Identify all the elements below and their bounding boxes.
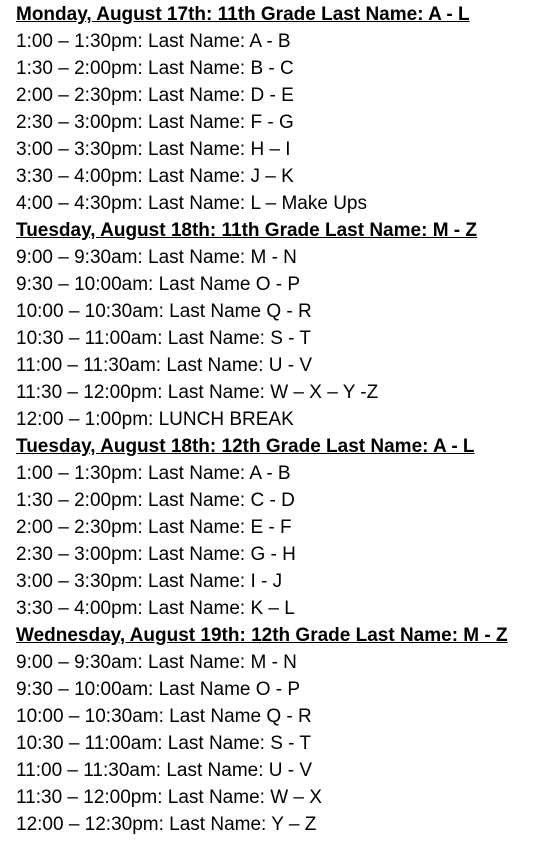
section-heading: Monday, August 17th: 11th Grade Last Name: A - L bbox=[16, 4, 470, 25]
schedule-row: 12:00 – 12:30pm: Last Name: Y – Z bbox=[16, 814, 317, 835]
schedule-row: 10:00 – 10:30am: Last Name Q - R bbox=[16, 706, 312, 727]
schedule-row: 2:00 – 2:30pm: Last Name: E - F bbox=[16, 517, 292, 538]
section-heading: Wednesday, August 19th: 12th Grade Last Name: M - Z bbox=[16, 625, 508, 646]
schedule-row: 2:30 – 3:00pm: Last Name: F - G bbox=[16, 112, 294, 133]
schedule-section-tuesday-12th bbox=[16, 433, 559, 622]
schedule-row: 11:30 – 12:00pm: Last Name: W – X bbox=[16, 787, 322, 808]
schedule-row: 10:30 – 11:00am: Last Name: S - T bbox=[16, 328, 312, 349]
schedule-row: 10:00 – 10:30am: Last Name Q - R bbox=[16, 301, 312, 322]
schedule-section-tuesday-11th bbox=[16, 217, 559, 433]
schedule-row: 9:00 – 9:30am: Last Name: M - N bbox=[16, 652, 297, 673]
schedule-row: 1:30 – 2:00pm: Last Name: C - D bbox=[16, 490, 295, 511]
schedule-row: 9:30 – 10:00am: Last Name O - P bbox=[16, 679, 301, 700]
section-heading: Tuesday, August 18th: 11th Grade Last Name: M - Z bbox=[16, 220, 478, 241]
schedule-section-wednesday-12th bbox=[16, 622, 559, 838]
schedule-row: 9:00 – 9:30am: Last Name: M - N bbox=[16, 247, 297, 268]
schedule-row: 4:00 – 4:30pm: Last Name: L – Make Ups bbox=[16, 193, 367, 214]
schedule-row: 3:00 – 3:30pm: Last Name: H – I bbox=[16, 139, 291, 160]
schedule-row: 9:30 – 10:00am: Last Name O - P bbox=[16, 274, 301, 295]
schedule-row: 3:30 – 4:00pm: Last Name: J – K bbox=[16, 166, 294, 187]
schedule-row: 2:00 – 2:30pm: Last Name: D - E bbox=[16, 85, 294, 106]
schedule-row: 3:30 – 4:00pm: Last Name: K – L bbox=[16, 598, 295, 619]
schedule-section-monday-11th bbox=[16, 1, 559, 217]
schedule-row: 10:30 – 11:00am: Last Name: S - T bbox=[16, 733, 312, 754]
schedule-row: 11:30 – 12:00pm: Last Name: W – X – Y -Z bbox=[16, 382, 379, 403]
schedule-row: 1:00 – 1:30pm: Last Name: A - B bbox=[16, 463, 291, 484]
schedule-row: 1:30 – 2:00pm: Last Name: B - C bbox=[16, 58, 294, 79]
schedule-row: 3:00 – 3:30pm: Last Name: I - J bbox=[16, 571, 283, 592]
schedule-row: 12:00 – 1:00pm: LUNCH BREAK bbox=[16, 409, 294, 430]
schedule-row: 2:30 – 3:00pm: Last Name: G - H bbox=[16, 544, 296, 565]
schedule-row: 1:00 – 1:30pm: Last Name: A - B bbox=[16, 31, 291, 52]
section-heading: Tuesday, August 18th: 12th Grade Last Name: A - L bbox=[16, 436, 475, 457]
schedule-row: 11:00 – 11:30am: Last Name: U - V bbox=[16, 355, 313, 376]
schedule-row: 11:00 – 11:30am: Last Name: U - V bbox=[16, 760, 313, 781]
